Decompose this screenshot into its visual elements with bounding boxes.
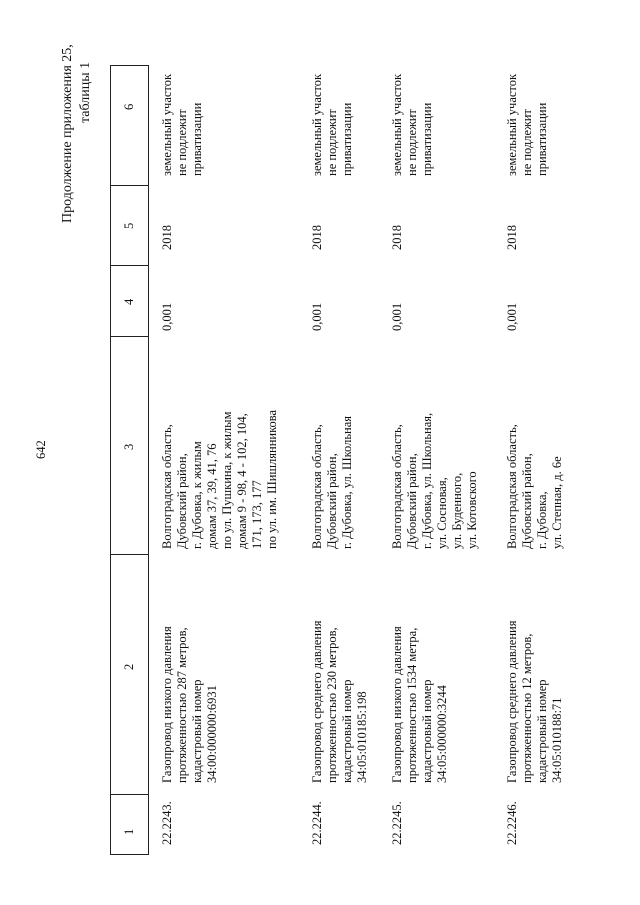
- row-2-num: 22.2244.: [310, 801, 324, 845]
- row-3-note: земельный участок не подлежит приватизации: [390, 73, 434, 176]
- row-3-year: 2018: [390, 225, 404, 250]
- row-4-year: 2018: [505, 225, 519, 250]
- col-num-5: 5: [122, 222, 136, 229]
- col-divider-1: [110, 794, 148, 795]
- row-3-object: Газопровод низкого давления протяженностью 1534 метра, кадастровый номер 34:05:000000:3244: [390, 626, 449, 783]
- row-1-area: 0,001: [160, 302, 174, 331]
- row-2-object: Газопровод среднего давления протяженностью 230 метров, кадастровый номер 34:05:010185:198: [310, 620, 369, 783]
- col-divider-3: [110, 336, 148, 337]
- table-top-rule: [110, 65, 111, 855]
- header-line-2: таблицы 1: [78, 61, 93, 123]
- row-4-note: земельный участок не подлежит приватизации: [505, 73, 549, 176]
- col-num-1: 1: [122, 828, 136, 835]
- col-divider-5: [110, 185, 148, 186]
- table-left-rule: [110, 854, 148, 855]
- row-1-object: Газопровод низкого давления протяженностью 287 метров, кадастровый номер 34:00:000000:6931: [160, 626, 219, 783]
- row-2-area: 0,001: [310, 302, 324, 331]
- row-4-address: Волгоградская область, Дубовский район, г. Дубовка, ул. Степная, д. 6е: [505, 424, 564, 549]
- col-num-3: 3: [122, 443, 136, 450]
- row-2-address: Волгоградская область, Дубовский район, г. Дубовка, ул. Школьная: [310, 415, 354, 549]
- row-2-year: 2018: [310, 225, 324, 250]
- col-num-4: 4: [122, 298, 136, 305]
- row-4-num: 22.2246.: [505, 801, 519, 845]
- page-number: 642: [34, 440, 48, 459]
- header-bottom-rule: [148, 65, 149, 855]
- row-1-num: 22.2243.: [160, 801, 174, 845]
- row-1-year: 2018: [160, 225, 174, 250]
- header-line-1: Продолжение приложения 25,: [60, 44, 75, 223]
- col-num-2: 2: [122, 663, 136, 670]
- col-num-6: 6: [122, 103, 136, 110]
- row-3-address: Волгоградская область, Дубовский район, г. Дубовка, ул. Школьная, ул. Сосновая, ул. Буденного, ул. Котовского: [390, 412, 479, 549]
- row-4-object: Газопровод среднего давления протяженностью 12 метров, кадастровый номер 34:05:010188:71: [505, 620, 564, 783]
- row-4-area: 0,001: [505, 302, 519, 331]
- col-divider-4: [110, 265, 148, 266]
- row-1-note: земельный участок не подлежит приватизации: [160, 73, 204, 176]
- row-1-address: Волгоградская область, Дубовский район, г. Дубовка, к жилым домам 37, 39, 41, 76 по ул. Пушкина, к жилым домам 9 - 98, 4 - 102, 104, 171, 173, 177 по ул. им. Шишлянникова: [160, 409, 279, 549]
- row-2-note: земельный участок не подлежит приватизации: [310, 73, 354, 176]
- col-divider-2: [110, 554, 148, 555]
- row-3-num: 22.2245.: [390, 801, 404, 845]
- row-3-area: 0,001: [390, 302, 404, 331]
- table-right-rule: [110, 65, 148, 66]
